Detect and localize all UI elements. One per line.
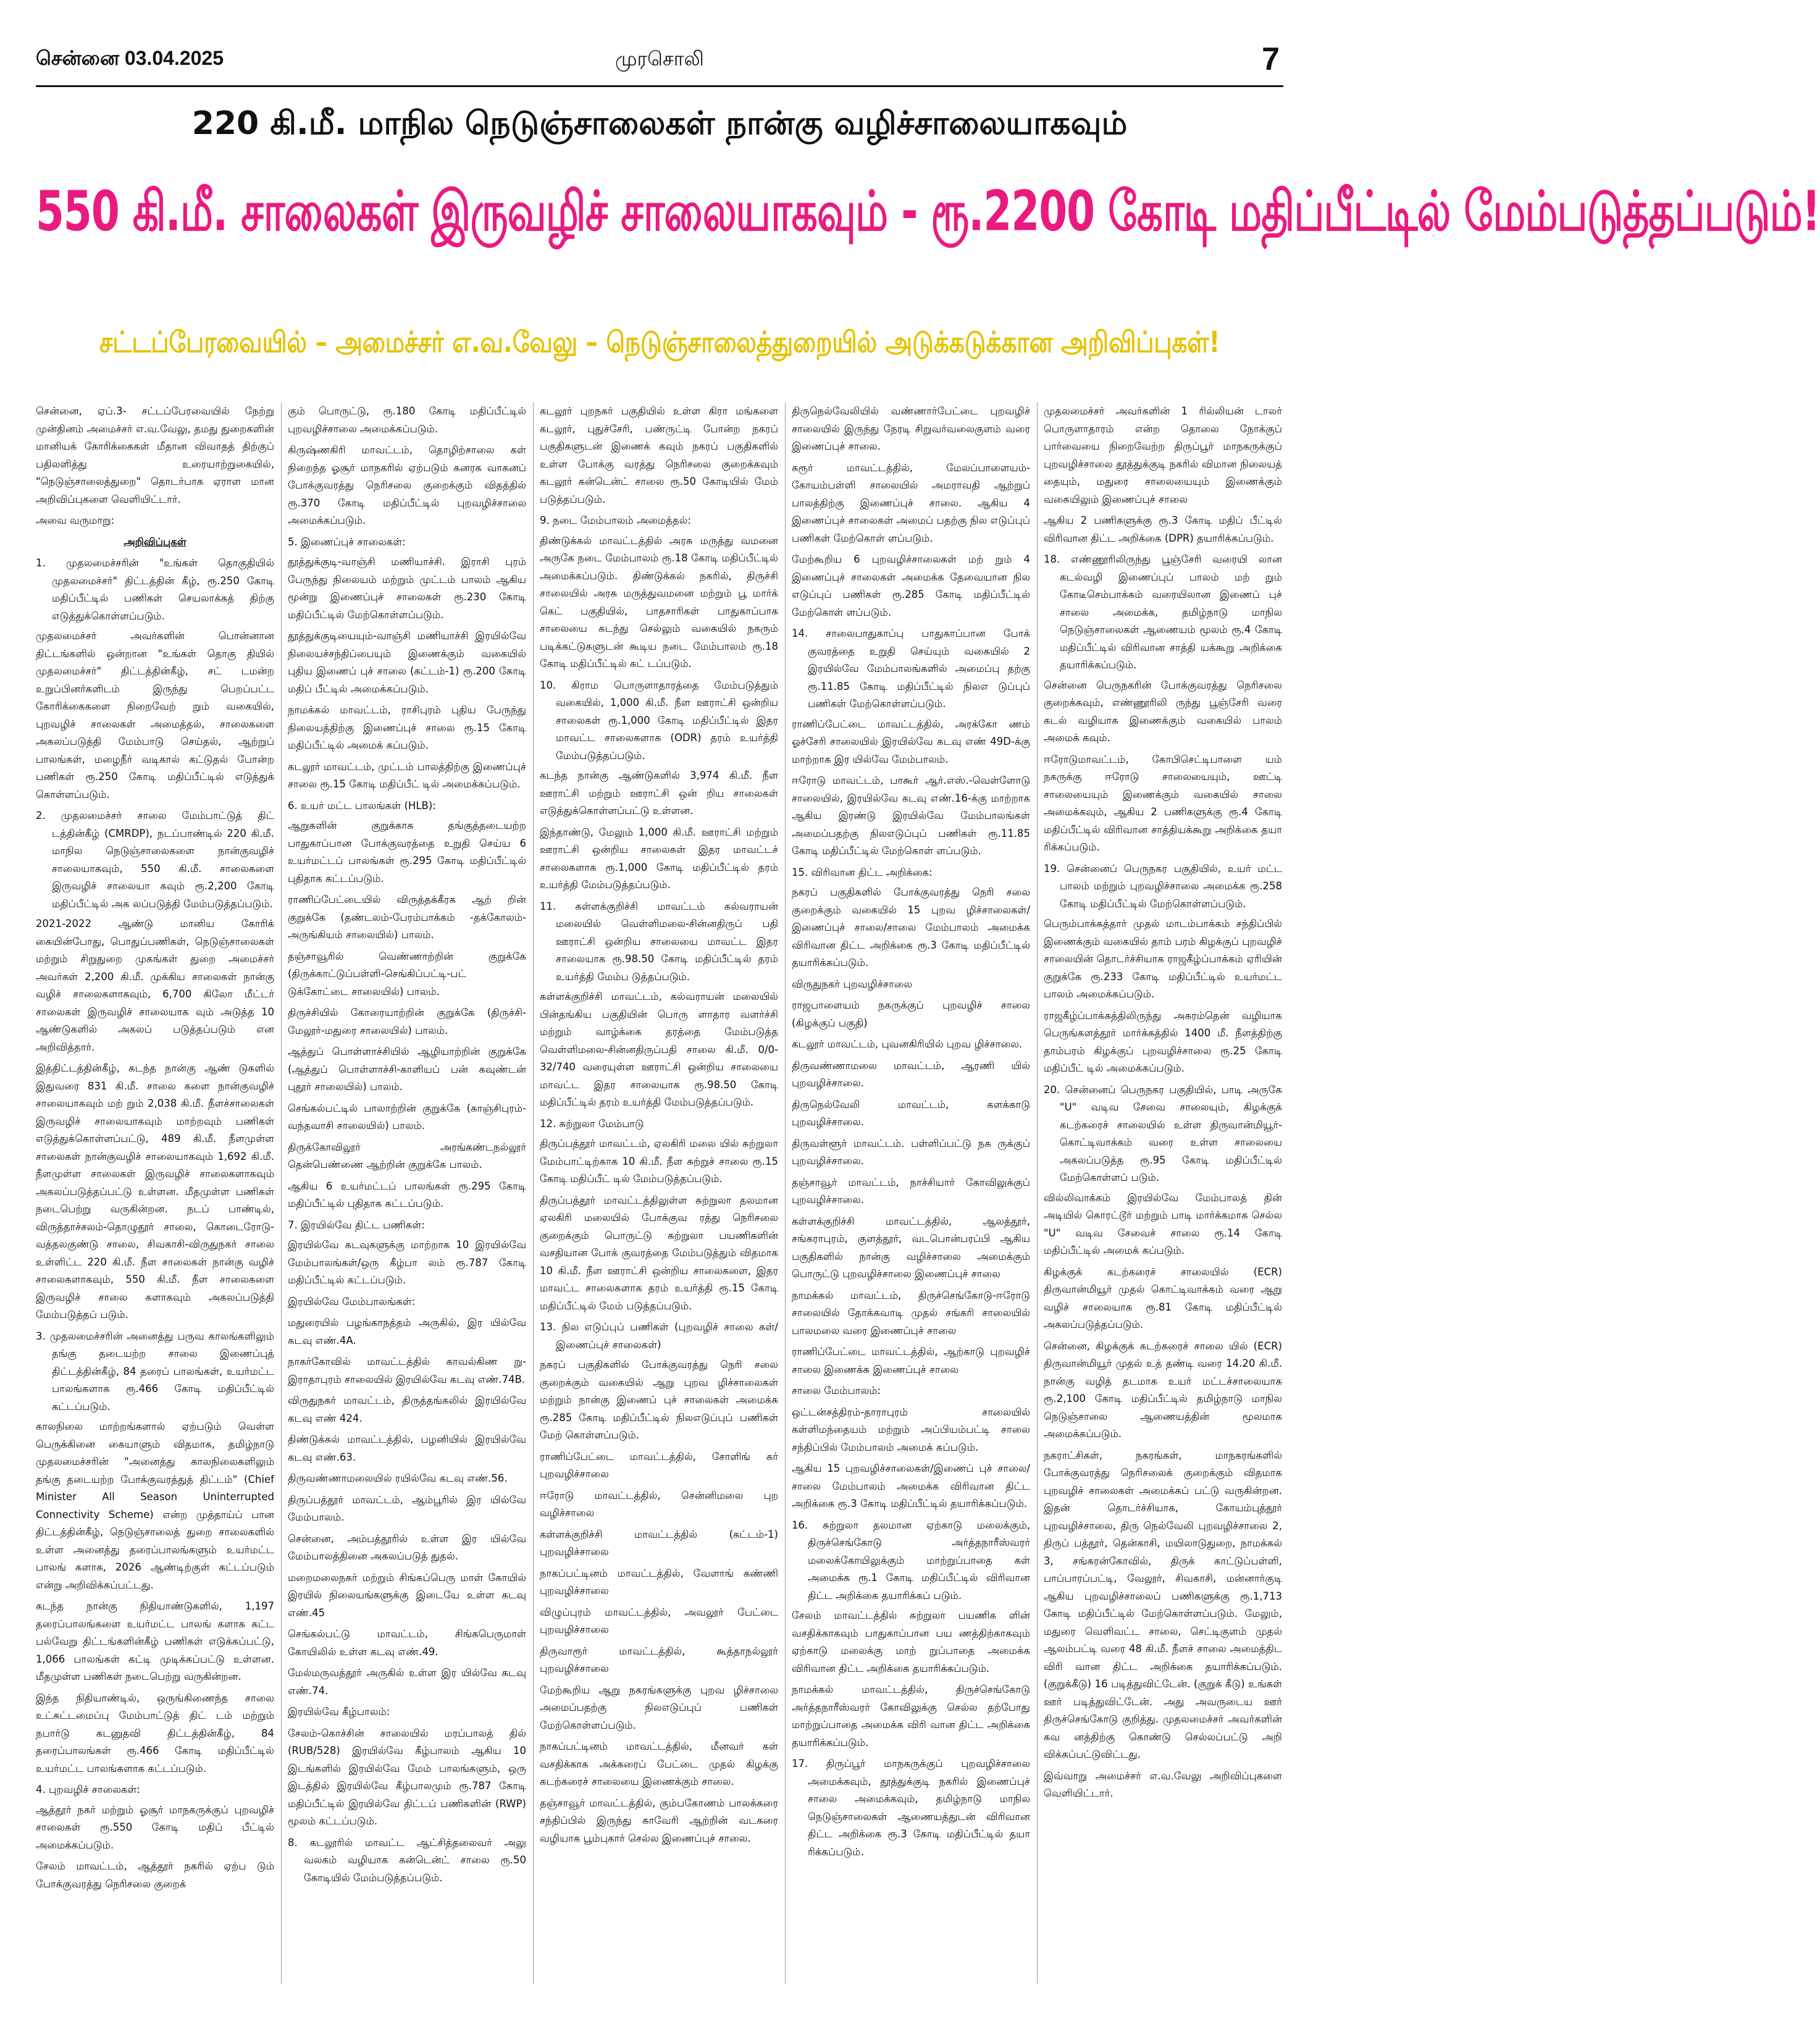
article-paragraph: இரயில்வே கீழ்பாலம்: xyxy=(288,1706,390,1718)
article-paragraph: நகராட்சிகள், நகரங்கள், மாநகரங்களில் போக்குவரத்து நெரிசலைக் குறைக்கும் விதமாக புறவழிச் சாலைகள் அமைக்கப் பட்டு வருகின்றன. இதன் தொடர்ச்சியாக, கோயம்புத்தூர் புறவழிச்சாலை, திரு நெல்வேலி புறவழிச்சாலை 2, திருப் பத்தூர், தென்காசி, மயிலாடுதுறை, நாமக்கல் 3, சங்கரன்கோவில், திருக் காட்டுப்பள்ளி, பாப்பாரப்பட்டி, வேலூர், சிவகாசி, மன்னார்குடி ஆகிய புறவழிச்சாலைப் பணிகளுக்கு ரூ.1,713 கோடி மதிப்பீட்டில் மேற்கொள்ளப்படும். மேலும், மதுரை வெளிவட்ட சாலை, செட்டிகுளம் முதல் ஆலம்பட்டி வரை 48 கி.மீ. நீளச் சாலை அமைத்திட விரி வான திட்ட அறிக்கை தயாரிக்கப்படும். (குறுக்கீடு) 16 படித்துவிட்டேன். (குறுக் கீடு) உங்கள் ஊர் படித்துவிட்டேன். அது அவருடைய ஊர் திருச்செங்கோடு குறித்து. முதலமைச்சர் அவர்களின் கவ னத்திற்கு கொண்டு செல்லப்பட்டு அறி விக்கப்பட்டுவிட்டது. xyxy=(1044,1449,1282,1760)
article-paragraph: திருவண்ணாமலையில் ரயில்வே கடவு எண்.56. xyxy=(288,1472,508,1484)
article-paragraph: ஒட்டன்சத்திரம்-தாராபுரம் சாலையில் கள்ளிமந்தையம் மற்றும் அப்பியம்பட்டி சாலை சந்திப்பில் மேம்பாலம் அமைக் கப்படும். xyxy=(792,1406,1030,1453)
article-column-4 xyxy=(792,403,1030,1990)
article-paragraph: நாமக்கல் மாவட்டத்தில், திருச்செங்கோடு அர்த்தநாரீஸ்வரர் கோவிலுக்கு செல்ல தற்போது மாற்றுப்பாதை அமைக்க விரி வான திட்ட அறிக்கை தயாரிக்கப்படும். xyxy=(792,1684,1030,1748)
article-paragraph: 13. நில எடுப்புப் பணிகள் (புறவழிச் சாலை கள்/இணைப்புச் சாலைகள்) xyxy=(540,1321,778,1351)
article-paragraph: ராணிப்பேட்டை மாவட்டத்தில், சோளிங் கர் புறவழிச்சாலை xyxy=(540,1450,778,1480)
newspaper-name: முரசொலி xyxy=(615,47,704,70)
article-paragraph: 11. கள்ளக்குறிச்சி மாவட்டம் கல்வராயன் மலையில் வெள்ளிமலை-சின்னதிருப் பதி ஊராட்சி ஒன்றிய சாலையை மாவட்ட இதர சாலையாக ரூ.98.50 கோடி மதிப்பீட்டில் தரம் உயர்த்தி மேம்ப டுத்தப்படும். xyxy=(540,900,778,983)
article-paragraph: விருதுநகர் புறவழிச்சாலை xyxy=(792,978,913,990)
article-paragraph: தூத்துக்குடி-வாஞ்சி மணியாச்சி. இராசி புரம் பேருந்து நிலையம் மற்றும் முட்டம் பாலம் ஆகிய மூன்று இணைப்புச் சாலைகள் ரூ.230 கோடி மதிப்பீட்டில் மேற்கொள்ளப்படும். xyxy=(288,556,526,621)
article-paragraph: செங்கல்பட்டில் பாலாற்றின் குறுக்கே (காஞ்சிபுரம்-வந்தவாசி சாலையில்) பாலம். xyxy=(288,1102,526,1131)
article-paragraph: ஈரோடு மாவட்டத்தில், சென்னிமலை புற வழிச்சாலை xyxy=(540,1489,778,1519)
article-paragraph: கடலூர் மாவட்டம், புவனகிரியில் புறவ ழிச்சாலை. xyxy=(792,1038,1023,1050)
article-paragraph: மேல்மருவத்தூர் அருகில் உள்ள இர யில்வே கடவு எண்.74. xyxy=(288,1667,526,1697)
article-paragraph: கிருஷ்ணகிரி மாவட்டம், தொழிற்சாலை கள் நிறைந்த ஓசூர் மாநகரில் ஏற்படும் கனரக வாகனப் போக்குவரத்து நெரிசலை குறைக்கும் விதத்தில் ரூ.370 கோடி மதிப்பீட்டில் புறவழிச்சாலை அமைக்கப்படும். xyxy=(288,444,526,526)
article-paragraph: திருவாரூர் மாவட்டத்தில், கூத்தாநல்லூர் புறவழிச்சாலை xyxy=(540,1645,778,1674)
article-paragraph: 19. சென்னைப் பெருநகர பகுதியில், உயர் மட்ட பாலம் மற்றும் புறவழிச்சாலை அமைக்க ரூ.258 கோடி மதிப்பீட்டில் மேற்கொள்ளப்படும். xyxy=(1044,862,1282,910)
article-paragraph: திருக்கோவிலூர் அரங்கண்டநல்லூர் தென்பெண்ணை ஆற்றின் குறுக்கே பாலம். xyxy=(288,1141,526,1170)
article-paragraph: 3. முதலமைச்சரின் அனைத்து பருவ காலங்களிலும் தங்கு தடையற்ற சாலை இணைப்புத் திட்டத்தின்கீழ், 84 தரைப் பாலங்கள், உயர்மட்ட பாலங்களாக ரூ.466 கோடி மதிப்பீட்டில் கட்டப்படும். xyxy=(36,1330,274,1412)
article-paragraph: கும் பொருட்டு, ரூ.180 கோடி மதிப்பீட்டில் புறவழிச்சாலை அமைக்கப்படும். xyxy=(288,405,526,435)
article-paragraph: திருப்பத்தூர் மாவட்டம், ஏலகிரி மலை யில் சுற்றுலா மேம்பாட்டிற்காக 10 கி.மீ. நீள சுற்றுச் சாலை ரூ.15 கோடி மதிப்பீட் டில் மேம்படுத்தப்படும். xyxy=(540,1138,778,1185)
article-paragraph: திருப்பத்தூர் மாவட்டம், ஆம்பூரில் இர யில்வே மேம்பாலம். xyxy=(288,1493,526,1523)
headline-subtitle: சட்டப்பேரவையில் – அமைச்சர் எ.வ.வேலு – நெடுஞ்சாலைத்துறையில் அடுக்கடுக்கான அறிவிப்புகள்! xyxy=(99,326,1220,359)
article-paragraph: கிழக்குக் கடற்கரைச் சாலையில் (ECR) திருவான்மியூர் முதல் கொட்டிவாக்கம் வரை ஆறு வழிச் சாலையாக ரூ.81 கோடி மதிப்பீட்டில் அகலப்படுத்தப்படும். xyxy=(1044,1265,1282,1330)
article-paragraph: 7. இரயில்வே திட்ட பணிகள்: xyxy=(288,1219,425,1231)
article-paragraph: திருச்சியில் கோரையாற்றின் குறுக்கே (திருச்சி-மேலூர்-மதுரை சாலையில்) பாலம். xyxy=(288,1007,526,1036)
article-paragraph: நகரப் பகுதிகளில் போக்குவரத்து நெரி சலை குறைக்கும் வகையில் ஆறு புறவ ழிச்சாலைகள் மற்றும் நான்கு இணைப் புச் சாலைகள் அமைக்க ரூ.285 கோடி மதிப்பீட்டில் நிலஎடுப்புப் பணிகள் மேற் கொள்ளப்படும். xyxy=(540,1359,778,1441)
article-paragraph: தூத்துக்குடியையும்-வாஞ்சி மணியாச்சி இரயில்வே நிலையச்சந்திப்பையும் இணைக்கும் வகையில் புதிய இணைப் புச் சாலை (கட்டம்-1) ரூ.200 கோடி மதிப் பீட்டில் அமைக்கப்படும். xyxy=(288,630,526,695)
article-paragraph: கடந்த நான்கு நிதியாண்டுகளில், 1,197 தரைப்பாலங்களை உயர்மட்ட பாலங் களாக கட்ட பல்வேறு திட்டங்களின்கீழ் பணிகள் எடுக்கப்பட்டு, 1,066 பாலங்கள் கட்டி முடிக்கப்பட்டு உள்ளன. மீதமுள்ள பணிகள் நடைபெற்று வருகின்றன. xyxy=(36,1600,274,1682)
article-paragraph: விருதுநகர் மாவட்டம், திருத்தங்கலில் இரயில்வே கடவு எண் 424. xyxy=(288,1395,526,1424)
article-paragraph: 1. முதலமைச்சரின் "உங்கள் தொகுதியில் முதலமைச்சர்" திட்டத்தின் கீழ், ரூ.250 கோடி மதிப்பீட்டில் பணிகள் செயலாக்கத் திற்கு எடுத்துக்கொள்ளப்படும். xyxy=(36,557,274,622)
article-paragraph: ராஜபாளையம் நகருக்குப் புறவழிச் சாலை (கிழக்குப் பகுதி) xyxy=(792,999,1030,1029)
article-paragraph: நாகப்பட்டினம் மாவட்டத்தில், மீனவர் கள் வசதிக்காக அக்கரைப் பேட்டை முதல் கிழக்கு கடற்கரைச் சாலையை இணைக்கும் சாலை. xyxy=(540,1740,778,1787)
article-paragraph: ஆறுகளின் குறுக்காக தங்குத்தடையற்ற பாதுகாப்பான போக்குவரத்தை உறுதி செய்ய 6 உயர்மட்டப் பாலங்கள் ரூ.295 கோடி மதிப்பீட்டில் புதிதாக கட்டப்படும். xyxy=(288,820,526,884)
article-paragraph: நகரப் பகுதிகளில் போக்குவரத்து நெரி சலை குறைக்கும் வகையில் 15 புறவ ழிச்சாலைகள்/இணைப்புச் சாலை/சாலை மேம்பாலம் அமைக்க விரிவான திட்ட அறிக்கை ரூ.3 கோடி மதிப்பீட்டில் தயாரிக்கப்படும். xyxy=(792,886,1030,968)
article-paragraph: 12. சுற்றுலா மேம்பாடு xyxy=(540,1117,644,1130)
article-column-2 xyxy=(288,403,526,1990)
article-paragraph: திருவண்ணாமலை மாவட்டம், ஆரணி யில் புறவழிச்சாலை. xyxy=(792,1059,1030,1089)
article-paragraph: 6. உயர் மட்ட பாலங்கள் (HLB): xyxy=(288,799,436,812)
article-paragraph: 10. கிராம பொருளாதாரத்தை மேம்படுத்தும் வகையில், 1,000 கி.மீ. நீள ஊராட்சி ஒன்றிய சாலைகள் ரூ.1,000 கோடி மதிப்பீட்டில் இதர மாவட்ட சாலைகளாக (ODR) தரம் உயர்த்தி மேம்படுத்தப்படும். xyxy=(540,679,778,762)
column-divider xyxy=(281,403,282,1984)
article-paragraph: நாமக்கல் மாவட்டம், திருச்செங்கோடு-ஈரோடு சாலையில் தோக்கவாடி முதல் சங்கரி சாலையில் பாலமலை வரை இணைப்புச் சாலை xyxy=(792,1289,1030,1336)
page-header xyxy=(36,41,1283,89)
article-paragraph: மேற்கூறிய ஆறு நகரங்களுக்கு புறவ ழிச்சாலை அமைப்பதற்கு நிலஎடுப்புப் பணிகள் மேற்கொள்ளப்படும். xyxy=(540,1684,778,1731)
issue-date: சென்னை 03.04.2025 xyxy=(36,47,224,69)
article-paragraph: திருநெல்வேலியில் வண்ணார்பேட்டை புறவழிச் சாலையில் இருந்து நேரடி சிறுவர்வலைகுளம் வரை இணைப்புச் சாலை. xyxy=(792,405,1030,452)
article-paragraph: சாலை மேம்பாலம்: xyxy=(792,1385,881,1396)
article-paragraph: ஆத்தூர் நகர் மற்றும் ஓசூர் மாநகருக்குப் புறவழிச் சாலைகள் ரூ.550 கோடி மதிப் பீட்டில் அமைக்கப்படும். xyxy=(36,1803,274,1851)
article-paragraph: ராணிப்பேட்டை மாவட்டத்தில், ஆற்காடு புறவழிச் சாலை இணைக்க இணைப்புச் சாலை xyxy=(792,1346,1030,1375)
article-paragraph: இந்த நிதியாண்டில், ஒருங்கிணைந்த சாலை உட்கட்டமைப்பு மேம்பாட்டுத் திட் டம் மற்றும் நபார்டு கடனுதவி திட்டத்தின்கீழ், 84 தரைப்பாலங்கள் ரூ.466 கோடி மதிப்பீட்டில் உயர்மட்ட பாலங்களாக கட்டப்படும். xyxy=(36,1692,274,1774)
column-divider xyxy=(785,403,786,1984)
article-paragraph: அவை வருமாறு: xyxy=(36,514,115,526)
article-paragraph: ராணிப்பேட்டை மாவட்டத்தில், அரக்கோ ணம் ஓச்சேரி சாலையில் இரயில்வே கடவு எண் 49D-க்கு மாற்றாக இர யில்வே மேம்பாலம். xyxy=(792,718,1030,765)
article-paragraph: ஆகிய 2 பணிகளுக்கு ரூ.3 கோடி மதிப் பீட்டில் விரிவான திட்ட அறிக்கை (DPR) தயாரிக்கப்படும். xyxy=(1044,514,1282,544)
article-paragraph: திண்டுக்கல் மாவட்டத்தில், பழனியில் இரயில்வே கடவு எண்.63. xyxy=(288,1433,526,1463)
article-paragraph: 14. சாலைபாதுகாப்பு பாதுகாப்பான போக் குவரத்தை உறுதி செய்யும் வகையில் 2 இரயில்வே மேம்பாலங்களில் அமைப்பு தற்கு ரூ.11.85 கோடி மதிப்பீட்டில் நிலஎ டுப்புப் பணிகள் மேற்கொள்ளப்படும். xyxy=(792,627,1030,710)
article-paragraph: ஈரோடுமாவட்டம், கோபிசெட்டிபாளை யம் நகருக்கு ஈரோடு சாலையையும், ஊட்டி சாலையையும் இணைக்கும் வகையில் சாலை அமைக்கவும், ஆகிய 2 பணிகளுக்கு ரூ.4 கோடி மதிப்பீட்டில் விரிவான சாத்தியக்கூறு அறிக்கை தயா ரிக்கப்படும். xyxy=(1044,753,1282,853)
article-paragraph: இரயில்வே கடவுகளுக்கு மாற்றாக 10 இரயில்வே மேம்பாலங்கள்/ஒரு கீழ்பா லம் ரூ.787 கோடி மதிப்பீட்டில் கட்டப்படும். xyxy=(288,1239,526,1286)
article-column-5 xyxy=(1044,403,1282,1990)
headline-kicker: 220 கி.மீ. மாநில நெடுஞ்சாலைகள் நான்கு வழிச்சாலையாகவும் xyxy=(191,105,1128,142)
article-paragraph: நாகர்கோவில் மாவட்டத்தில் காவல்கிண று-இராதாபுரம் சாலையில் இரயில்வே கடவு எண்.74B. xyxy=(288,1356,526,1385)
article-column-1 xyxy=(36,403,274,1990)
article-paragraph: சென்னை, ஏப்.3- சட்டப்பேரவையில் நேற்று முன்தினம் அமைச்சர் எ.வ.வேலு, தமது துறைகளின் மானியக் கோரிக்கைகள் மீதான விவாதத் திற்குப் பதிலளித்து உரையாற்றுகையில், "நெடுஞ்சாலைத்துறை" தொடர்பாக ஏராள மான அறிவிப்புகளை வெளியிட்டார். xyxy=(36,405,274,505)
article-paragraph: 17. திருப்பூர் மாநகருக்குப் புறவழிச்சாலை அமைக்கவும், தூத்துக்குடி நகரில் இணைப்புச் சாலை அமைக்கவும், தமிழ்நாடு மாநில நெடுஞ்சாலைகள் ஆணையத்துடன் விரிவான திட்ட அறிக்கை ரூ.3 கோடி மதிப்பீட்டில் தயா ரிக்கப்படும். xyxy=(792,1758,1030,1858)
article-paragraph: 2. முதலமைச்சர் சாலை மேம்பாட்டுத் திட் டத்தின்கீழ் (CMRDP), நடப்பாண்டில் 220 கி.மீ. மாநில நெடுஞ்சாலைகளை நான்குவழிச் சாலையாகவும், 550 கி.மீ. சாலைகளை இருவழிச் சாலையா கவும் ரூ.2,200 கோடி மதிப்பீட்டில் அக லப்படுத்தி மேம்படுத்தப்படும். xyxy=(36,810,274,910)
article-paragraph: பெரும்பாக்கத்தார் முதல் மாடம்பாக்கம் சந்திப்பில் இணைக்கும் வகையில் தாம் பரம் கிழக்குப் புறவழிச் சாலையின் தொடர்ச்சியாக ராஜகீழ்ப்பாக்கம் ஏரியின் குறுக்கே ரூ.233 கோடி மதிப்பீட்டில் உயர்மட்ட பாலம் அமைக்கப்படும். xyxy=(1044,918,1282,1000)
article-paragraph: நாமக்கல் மாவட்டம், ராசிபுரம் புதிய பேருந்து நிலையத்திற்கு இணைப்புச் சாலை ரூ.15 கோடி மதிப்பீட்டில் அமைக் கப்படும். xyxy=(288,704,526,751)
article-paragraph: தஞ்சாவூர் மாவட்டத்தில், கும்பகோணம் பாலக்கரை சந்திப்பில் இருந்து காவேரி ஆற்றின் வடகரை வழியாக பூம்புகார் செல்ல இணைப்புச் சாலை. xyxy=(540,1797,778,1844)
article-paragraph: ஈரோடு மாவட்டம், பாகூர் ஆர்.எஸ்.-வெள்ளோடு சாலையில், இரயில்வே கடவு எண்.16-க்கு மாற்றாக ஆகிய இரண்டு இரயில்வே மேம்பாலங்கள் அமைப்பதற்கு நிலஎடுப்புப் பணிகள் ரூ.11.85 கோடி மதிப்பீட்டில் மேற்கொள் ளப்படும். xyxy=(792,774,1030,857)
article-paragraph: முதலமைச்சர் அவர்களின் பொன்னான திட்டங்களில் ஒன்றான "உங்கள் தொகு தியில் முதலமைச்சர்" திட்டத்தின்கீழ், சட் டமன்ற உறுப்பினர்களிடம் இருந்து பெறப்பட்ட கோரிக்கைகளை நிறைவேற் றும் வகையில், புறவழிச் சாலைகள் அமைத்தல், சாலைகளை அகலப்படுத்தி மேம்பாடு செய்தல், ஆற்றுப் பாலங்கள், மழைநீர் வடிகால் கட்டுதல் போன்ற பணிகள் ரூ.250 கோடி மதிப்பீட்டில் எடுத்துக் கொள்ளப்படும். xyxy=(36,630,274,800)
article-paragraph: கரூர் மாவட்டத்தில், மேலப்பாளையம்-கோயம்பள்ளி சாலையில் அமராவதி ஆற்றுப் பாலத்திற்கு இணைப்புச் சாலை. ஆகிய 4 இணைப்புச் சாலைகள் அமைப் பதற்கு நில எடுப்புப் பணிகள் மேற்கொள் ளப்படும். xyxy=(792,461,1030,544)
article-paragraph: திண்டுக்கல் மாவட்டத்தில் அரசு மருத்து வமனை அருகே நடை மேம்பாலம் ரூ.18 கோடி மதிப்பீட்டில் அமைக்கப்படும். திண்டுக்கல் நகரில், திருச்சி சாலையில் அரசு மருத்துவமனை மற்றும் பூ மார்க் கெட் பகுதியில், பாதசாரிகள் பாதுகாப்பாக சாலையை கடந்து செல்லும் வகையில் நகரும் படிக்கட்டுகளுடன் கூடிய நடை மேம்பாலம் ரூ.18 கோடி மதிப்பீட்டில் கட் டப்படும். xyxy=(540,534,778,669)
article-paragraph: ராஜகீழ்ப்பாக்கத்திலிருந்து அகரம்தென் வழியாக பெருங்களத்தூர் மார்க்கத்தில் 1400 மீ. நீளத்திற்கு தாம்பரம் கிழக்குப் புறவழிச்சாலை ரூ.25 கோடி மதிப்பீட் டில் அமைக்கப்படும். xyxy=(1044,1009,1282,1074)
article-paragraph: ஆகிய 15 புறவழிச்சாலைகள்/இணைப் புச் சாலை/சாலை மேம்பாலம் அமைக்க விரிவான திட்ட அறிக்கை ரூ.3 கோடி மதிப்பீட்டில் தயாரிக்கப்படும். xyxy=(792,1462,1030,1509)
article-paragraph: வில்லிவாக்கம் இரயில்வே மேம்பாலத் தின் அடியில் கொரட்டூர் மற்றும் பாடி மார்க்கமாக செல்ல "U" வடிவ சேவைச் சாலை ரூ.14 கோடி மதிப்பீட்டில் அமைக் கப்படும். xyxy=(1044,1191,1282,1256)
article-body xyxy=(36,403,1282,1990)
column-divider xyxy=(533,403,534,1984)
article-paragraph: 9. நடை மேம்பாலம் அமைத்தல்: xyxy=(540,514,691,526)
article-paragraph: சேலம்-கொச்சின் சாலையில் மரப்பாலத் தில் (RUB/528) இரயில்வே கீழ்பாலம் ஆகிய 10 இடங்களில் இரயில்வே மேம் பாலங்களும், ஒரு இடத்தில் இரயில்வே கீழ்பாலமும் ரூ.787 கோடி மதிப்பீட்டில் இரயில்வே திட்டப் பணிகளின் (RWP) மூலம் கட்டப்படும். xyxy=(288,1727,526,1827)
article-paragraph: 18. எண்ணூரிலிருந்து பூஞ்சேரி வரையி லான கடல்வழி இணைப்புப் பாலம் மற் றும் கோடீசெம்பாக்கம் வரையிலான இணைப் புச் சாலை அமைக்க, தமிழ்நாடு மாநில நெடுஞ்சாலைகள் ஆணையம் மூலம் ரூ.4 கோடி மதிப்பீட்டில் விரிவான சாத்தி யக்கூறு அறிக்கை தயாரிக்கப்படும். xyxy=(1044,553,1282,671)
article-paragraph: திருநெல்வேலி மாவட்டம், களக்காடு புறவழிச்சாலை. xyxy=(792,1098,1030,1128)
article-paragraph: திருவள்ளூர் மாவட்டம். பள்ளிப்பட்டு நக ருக்குப் புறவழிச்சாலை. xyxy=(792,1137,1030,1167)
article-paragraph: சென்னை, அம்பத்தூரில் உள்ள இர யில்வே மேம்பாலத்தினை அகலப்படுத் துதல். xyxy=(288,1532,526,1562)
article-paragraph: விழுப்புரம் மாவட்டத்தில், அவலூர் பேட்டை புறவழிச்சாலை xyxy=(540,1606,778,1635)
article-paragraph: கடலூர் மாவட்டம், முட்டம் பாலத்திற்கு இணைப்புச் சாலை ரூ.15 கோடி மதிப்பீட் டில் அமைக்கப்படும். xyxy=(288,760,526,790)
article-paragraph: 15. விரிவான திட்ட அறிக்கை: xyxy=(792,866,933,878)
article-paragraph: தஞ்சாவூரில் வெண்ணாற்றின் குறுக்கே (திருக்காட்டுப்பள்ளி-செங்கிப்பட்டி-பட் டுக்கோட்டை சாலையில்) பாலம். xyxy=(288,950,526,997)
column-divider xyxy=(1037,403,1038,1984)
article-paragraph: இவ்வாறு அமைச்சர் எ.வ.வேலு அறிவிப்புகளை வெளியிட்டார். xyxy=(1044,1769,1282,1799)
article-paragraph: தஞ்சாவூர் மாவட்டம், நாச்சியார் கோவிலுக்குப் புறவழிச்சாலை. xyxy=(792,1176,1030,1206)
article-paragraph: ஆத்துப் பொள்ளாச்சியில் ஆழியாற்றின் குறுக்கே (ஆத்துப் பொள்ளாச்சி-காளியப் பன் கவுண்டன் புதூர் சாலையில்) பாலம். xyxy=(288,1046,526,1093)
article-paragraph: காலநிலை மாற்றங்களால் ஏற்படும் வெள்ள பெருக்கினை கையாளும் விதமாக, தமிழ்நாடு முதலமைச்சரின் "அனைத்து காலநிலைகளிலும் தங்கு தடையற்ற போக்குவரத்துத் திட்டம்" (Chief Minister All Season Uninterrupted Connectivity Scheme) என்ற முத்தாய்ப் பான திட்டத்தின்கீழ், நெடுஞ்சாலைத் துறை சாலைகளில் உள்ள அனைத்து தரைப்பாலங்களும் உயர்மட்ட பாலங் களாக, 2026 ஆண்டிற்குள் கட்டப்படும் என்று அறிவிக்கப்பட்டது. xyxy=(36,1420,274,1591)
article-paragraph: சேலம் மாவட்டம், ஆத்தூர் நகரில் ஏற்ப டும் போக்குவரத்து நெரிசலை குறைக் xyxy=(36,1860,274,1890)
article-paragraph: 20. சென்னைப் பெருநகர பகுதியில், பாடி அருகே "U" வடிவ சேவை சாலையும், கிழக்குக் கடற்கரைச் சாலையில் உள்ள திருவான்மியூர்-கொட்டிவாக்கம் வரை உள்ள சாலையை அகலப்படுத்த ரூ.95 கோடி மதிப்பீட்டில் மேற்கொள்ளப் படும். xyxy=(1044,1083,1282,1183)
article-paragraph: சென்னை பெருநகரின் போக்குவரத்து நெரிசலை குறைக்கவும், எண்ணூரிலி ருந்து பூஞ்சேரி வரை கடல் வழியாக இணைக்கும் வகையில் பாலம் அமைக் கவும். xyxy=(1044,679,1282,744)
article-paragraph: 16. சுற்றுலா தலமான ஏற்காடு மலைக்கும், திருச்செங்கோடு அர்த்தநாரீஸ்வரர் மலைக்கோயிலுக்கும் மாற்றுப்பாதை கள் அமைக்க ரூ.1 கோடி மதிப்பீட்டில் விரிவான திட்ட அறிக்கை தயாரிக்கப் படும். xyxy=(792,1519,1030,1601)
article-paragraph: கள்ளக்குறிச்சி மாவட்டத்தில், ஆலத்தூர், சங்கராபுரம், குளத்தூர், வடபொன்பரப்பி ஆகிய பகுதிகளில் நான்கு வழிச்சாலை அமைக்கும் பொருட்டு புறவழிச்சாலை இணைப்புச் சாலை xyxy=(792,1215,1030,1280)
article-paragraph: 5. இணைப்புச் சாலைகள்: xyxy=(288,535,406,548)
article-paragraph: 4. புறவழிச் சாலைகள்: xyxy=(36,1784,140,1795)
article-paragraph: செங்கல்பட்டு மாவட்டம், சிங்கபெருமாள் கோயிலில் உள்ள கடவு எண்.49. xyxy=(288,1628,526,1658)
article-paragraph: மதுரையில் பழங்காநத்தம் அருகில், இர யில்வே கடவு எண்.4A. xyxy=(288,1317,526,1346)
article-paragraph: கள்ளக்குறிச்சி மாவட்டத்தில் (கட்டம்-1) புறவழிச்சாலை xyxy=(540,1528,778,1558)
article-paragraph: கடலூர் புறநகர் பகுதியில் உள்ள கிரா மங்களை கடலூர், புதுச்சேரி, பண்ருட்டி போன்ற நகரப் பகுதிகளுடன் இணைக் கவும் நகரப் பகுதிகளில் உள்ள போக்கு வரத்து நெரிசலை குறைக்கவும் கடலூர் கன்டென்ட் சாலை ரூ.50 கோடியில் மேம் படுத்தப்படும். xyxy=(540,405,778,505)
header-rule xyxy=(36,85,1283,87)
article-paragraph: நாகப்பட்டினம் மாவட்டத்தில், வேளாங் கண்ணி புறவழிச்சாலை xyxy=(540,1567,778,1597)
article-paragraph: கள்ளக்குறிச்சி மாவட்டம், கல்வராயன் மலையில் பின்தங்கிய பகுதியின் பொரு ளாதார வளர்ச்சி மற்றும் வாழ்க்கை தரத்தை மேம்படுத்த வெள்ளிமலை-சின்னதிருப்பதி சாலை கி.மீ. 0/0-32/740 வரையுள்ள ஊராட்சி ஒன்றிய சாலையை மாவட்ட இதர சாலையாக ரூ.98.50 கோடி மதிப்பீட்டில் தரம் உயர்த்தி மேம்படுத்தப்படும். xyxy=(540,991,778,1108)
article-column-3 xyxy=(540,403,778,1990)
article-paragraph: கடந்த நான்கு ஆண்டுகளில் 3,974 கி.மீ. நீள ஊராட்சி மற்றும் ஊராட்சி ஒன் றிய சாலைகள் எடுத்துக்கொள்ளப்பட்டு உள்ளன. xyxy=(540,770,778,816)
article-paragraph: மறைமலைநகர் மற்றும் சிங்கப்பெரு மாள் கோயில் இரயில் நிலையங்களுக்கு இடையே உள்ள கடவு எண்.45 xyxy=(288,1571,526,1619)
page-number: 7 xyxy=(1262,41,1280,77)
article-paragraph: இரயில்வே மேம்பாலங்கள்: xyxy=(288,1295,416,1307)
article-paragraph: ராணிப்பேட்டையில் விருத்தக்கீரக ஆற் றின் குறுக்கே (தண்டலம்-பேரம்பாக்கம் -தக்கோலம்-அருங்கியம் சாலையில்) பாலம். xyxy=(288,894,526,941)
article-paragraph: 8. கடலூரில் மாவட்ட ஆட்சித்தலைவர் அலு வலகம் வழியாக கன்டென்ட் சாலை ரூ.50 கோடியில் மேம்படுத்தப்படும். xyxy=(288,1836,526,1884)
article-paragraph: அறிவிப்புகள் xyxy=(124,535,187,548)
article-paragraph: 2021-2022 ஆண்டு மானிய கோரிக் கையின்போது, பொதுப்பணிகள், நெடுஞ்சாலைகள் மற்றும் சிறுதுறை முகங்கள் துறை அமைச்சர் அவர்கள் 2,200 கி.மீ. முக்கிய சாலைகள் நான்கு வழிச் சாலைகளாகவும், 6,700 கிலோ மீட்டர் சாலைகள் இருவழிச் சாலையாக வும் அடுத்த 10 ஆண்டுகளில் அகலப் படுத்தப்படும் என அறிவித்தார். xyxy=(36,918,274,1053)
article-paragraph: முதலமைச்சர் அவர்களின் 1 ரில்லியன் டாலர் பொருளாதாரம் என்ற தொலை நோக்குப் பார்வையை நிறைவேற்ற திருப்பூர் மாநகருக்குப் புறவழிச்சாலை தூத்துக்குடி நகரில் விமான நிலையத் தையும், மதுரை சாலையையும் இணைக்கும் வகையிலும் இணைப்புச் சாலை xyxy=(1044,405,1282,505)
article-paragraph: இத்திட்டத்தின்கீழ், கடந்த நான்கு ஆண் டுகளில் இதுவரை 831 கி.மீ. சாலை களை நான்குவழிச் சாலையாகவும் மற் றும் 2,038 கி.மீ. நீளச்சாலைகள் இருவழிச் சாலையாகவும் மாற்றவும் பணிகள் எடுத்துக்கொள்ளப்பட்டு, 489 கி.மீ. நீளமுள்ள சாலைகள் நான்குவழிச் சாலையாகவும் 1,692 கி.மீ. நீளமுள்ள சாலைகள் இருவழிச் சாலைகளாகவும் அகலப்படுத்தப்பட்டு உள்ளன. மீதமுள்ள பணிகள் நடைபெற்று வருகின்றன. நடப் பாண்டில், விருத்தாச்சலம்-தொழுதூர் சாலை, கொடைரோடு-வத்தலகுண்டு சாலை, சிவகாசி-விருதுநகர் சாலை உள்ளிட்ட 220 கி.மீ. நீள சாலைகள் நான்கு வழிச் சாலைகளாகவும், 550 கி.மீ. நீள சாலைகளை இருவழிச் சாலை களாகவும் அகலப்படுத்தி மேம்படுத்தப் படும். xyxy=(36,1062,274,1320)
headline-main: 550 கி.மீ. சாலைகள் இருவழிச் சாலையாகவும் - ரூ.2200 கோடி மதிப்பீட்டில் மேம்படுத்தப்படும்! xyxy=(36,179,1820,243)
article-paragraph: திருப்பத்தூர் மாவட்டத்திலுள்ள சுற்றுலா தலமான ஏலகிரி மலையில் போக்குவ ரத்து நெரிசலை குறைக்கும் பொருட்டு சுற்றுலா பயணிகளின் வசதியான போக் குவரத்தை மேம்படுத்தும் விதமாக 10 கி.மீ. நீள ஊராட்சி ஒன்றிய சாலைகளை, இதர மாவட்ட சாலைகளாக தரம் உயர்த்தி ரூ.15 கோடி மதிப்பீட்டில் மேம் படுத்தப்படும். xyxy=(540,1194,778,1312)
article-paragraph: சென்னை, கிழக்குக் கடற்கரைச் சாலை யில் (ECR) திருவான்மியூர் முதல் உத் தண்டி வரை 14.20 கி.மீ. நான்கு வழித் தடமாக உயர் மட்டச்சாலையாக ரூ.2,100 கோடி மதிப்பீட்டில் தமிழ்நாடு மாநில நெடுஞ்சாலை ஆணையத்தின் மூலமாக அமைக்கப்படும். xyxy=(1044,1340,1282,1440)
article-paragraph: சேலம் மாவட்டத்தில் சுற்றுலா பயணிக ளின் வசதிக்காகவும் பாதுகாப்பான பய ணத்திற்காகவும் ஏற்காடு மலைக்கு மாற் றுப்பாதை அமைக்க விரிவான திட்ட அறிக்கை தயாரிக்கப்படும். xyxy=(792,1609,1030,1674)
article-paragraph: மேற்கூறிய 6 புறவழிச்சாலைகள் மற் றும் 4 இணைப்புச் சாலைகள் அமைக்க தேவையான நில எடுப்புப் பணிகள் ரூ.285 கோடி மதிப்பீட்டில் மேற்கொள் ளப்படும். xyxy=(792,553,1030,618)
article-paragraph: ஆகிய 6 உயர்மட்டப் பாலங்கள் ரூ.295 கோடி மதிப்பீட்டில் புதிதாக கட்டப்படும். xyxy=(288,1180,526,1209)
article-paragraph: இந்தாண்டு, மேலும் 1,000 கி.மீ. ஊராட்சி மற்றும் ஊராட்சி ஒன்றிய சாலைகள் இதர மாவட்டச் சாலைகளாக ரூ.1,000 கோடி மதிப்பீட்டில் தரம் உயர்த்தி மேம்படுத்தப்படும். xyxy=(540,826,778,891)
